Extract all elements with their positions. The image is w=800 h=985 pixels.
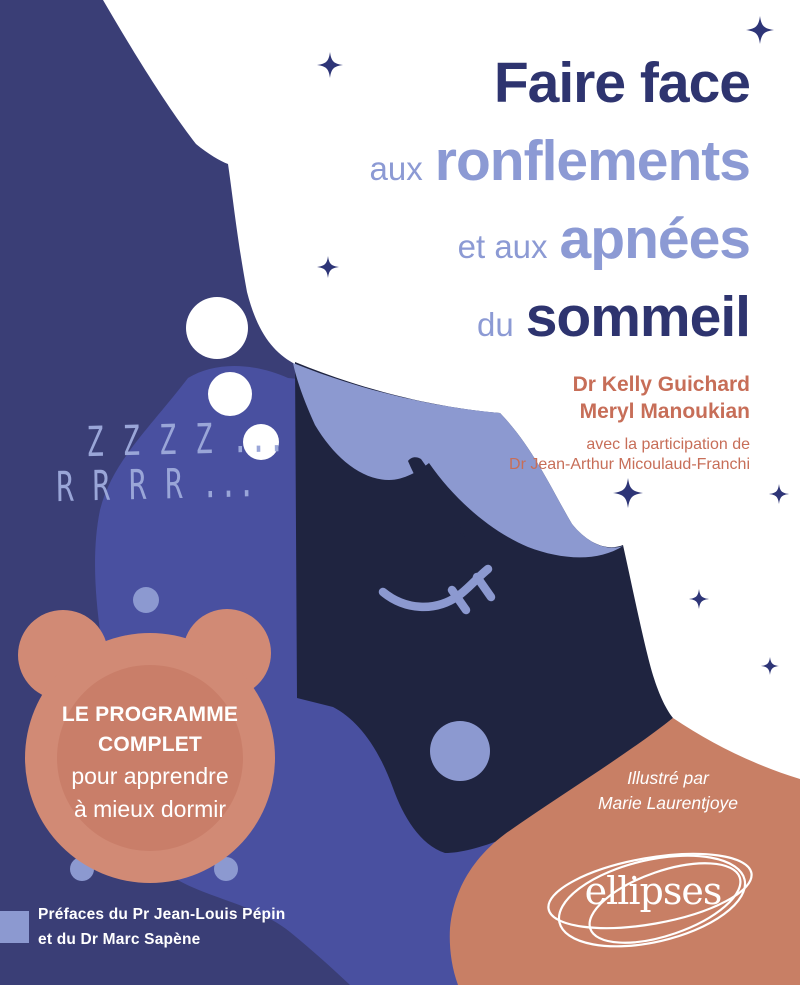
title-aux: aux bbox=[369, 150, 423, 187]
publisher-logo-text: ellipses bbox=[584, 869, 722, 913]
title-du: du bbox=[477, 306, 514, 343]
title-faire-face: Faire face bbox=[493, 51, 750, 115]
thought-bubble-large bbox=[186, 297, 248, 359]
authors-block bbox=[509, 371, 750, 476]
title-et-aux: et aux bbox=[457, 228, 548, 265]
title-line-3 bbox=[458, 206, 750, 284]
title-sommeil: sommeil bbox=[525, 285, 750, 349]
illustrator-name: Marie Laurentjoye bbox=[597, 792, 739, 813]
illustrator-intro: Illustré par bbox=[627, 768, 709, 788]
title-apnees: apnées bbox=[559, 207, 750, 271]
participation-name: Dr Jean-Arthur Micoulaud-Franchi bbox=[509, 456, 750, 474]
earring bbox=[430, 721, 490, 781]
prefaces-line-1: Préfaces du Pr Jean-Louis Pépin bbox=[38, 906, 286, 923]
badge-line-3: pour apprendre bbox=[71, 763, 229, 790]
illustrator-credit bbox=[578, 766, 758, 816]
title-line-2 bbox=[370, 128, 750, 206]
book-title bbox=[370, 50, 750, 362]
badge-line-4: à mieux dormir bbox=[73, 795, 227, 822]
prefaces-credit bbox=[38, 902, 285, 952]
author-2: Meryl Manoukian bbox=[579, 400, 750, 424]
thought-bubble-medium bbox=[208, 372, 252, 416]
snore-rrr-text: R R R R ... bbox=[56, 457, 257, 512]
title-ronflements: ronflements bbox=[434, 129, 750, 193]
prefaces-accent-square bbox=[0, 911, 29, 943]
clock-hammer bbox=[133, 587, 159, 613]
program-badge-text bbox=[54, 700, 246, 825]
badge-line-1: LE PROGRAMME bbox=[61, 703, 239, 726]
participation-intro: avec la participation de bbox=[586, 435, 750, 453]
badge-line-2: COMPLET bbox=[97, 733, 203, 757]
prefaces-line-2: et du Dr Marc Sapène bbox=[38, 931, 201, 949]
title-line-1 bbox=[494, 50, 750, 128]
title-line-4 bbox=[477, 284, 750, 362]
author-1: Dr Kelly Guichard bbox=[572, 373, 750, 396]
snore-zzz-text: Z Z Z Z ... bbox=[86, 412, 287, 467]
